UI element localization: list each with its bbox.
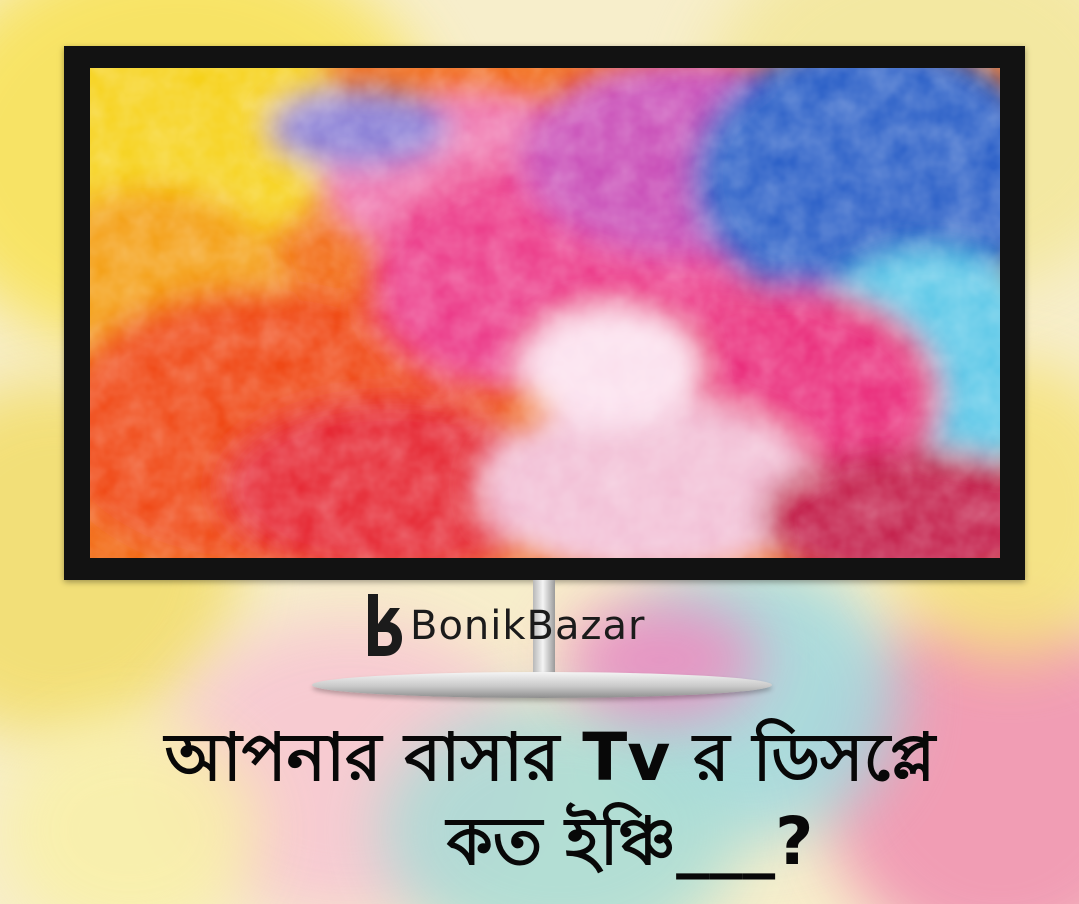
headline-line-1: আপনার বাসার Tv র ডিসপ্লে — [164, 719, 936, 796]
bonikbazar-logo-icon — [362, 590, 406, 662]
headline-line-2: কত ইঞ্চি___? — [446, 803, 814, 880]
abstract-paint-image — [90, 68, 1000, 558]
brand-name: BonikBazar — [410, 603, 646, 649]
tv-screen — [90, 68, 1000, 558]
brand-logo — [362, 589, 645, 663]
headline — [110, 716, 990, 884]
tv-frame — [64, 46, 1025, 580]
tv-stand-base — [312, 672, 772, 698]
